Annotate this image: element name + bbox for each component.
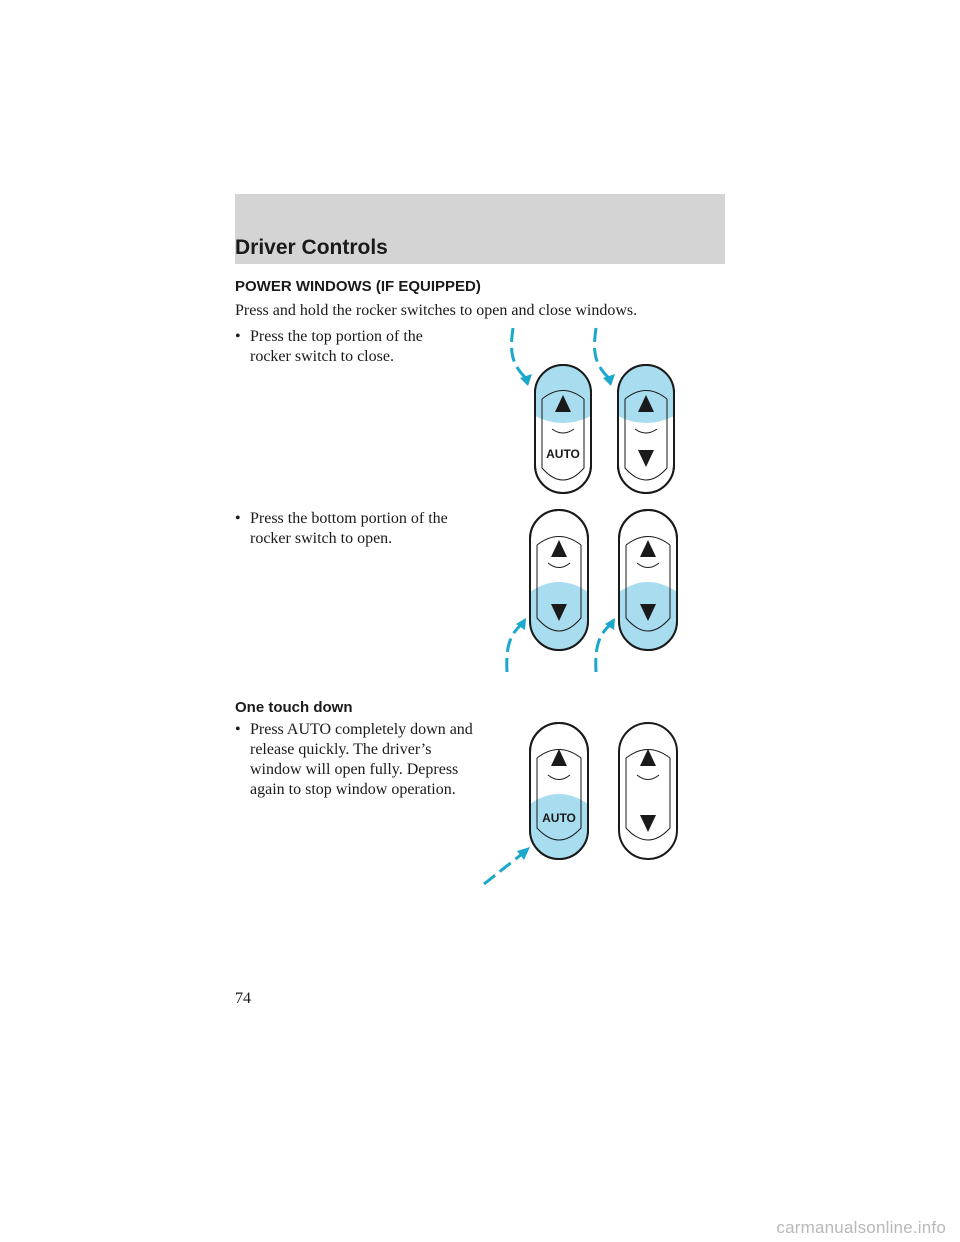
rocker-switch-standard (619, 510, 677, 650)
bullet-line: again to stop window operation. (250, 781, 456, 798)
bullet-close (235, 327, 485, 367)
bullet-marker: • (235, 510, 241, 527)
figure-close-svg (470, 322, 700, 497)
bullet-open (235, 509, 485, 549)
figure-one-touch-svg (470, 720, 700, 890)
bullet-line: rocker switch to open. (250, 530, 393, 547)
intro-paragraph: Press and hold the rocker switches to open and close windows. (235, 302, 638, 319)
bullet-line: Press AUTO completely down and (250, 721, 473, 738)
rocker-switch-standard (618, 365, 674, 493)
rocker-switch-auto (530, 723, 588, 859)
section-header-band (235, 194, 725, 264)
watermark: carmanualsonline.info (776, 1218, 946, 1237)
bullet-line: window will open fully. Depress (250, 761, 459, 778)
figure-close-switches (470, 322, 700, 497)
page-number: 74 (235, 990, 251, 1007)
rocker-switch-standard (530, 510, 588, 650)
bullet-line: Press the bottom portion of the (250, 510, 448, 527)
bullet-marker: • (235, 721, 241, 738)
bullet-line: Press the top portion of the (250, 328, 423, 345)
one-touch-heading: One touch down (235, 699, 353, 716)
figure-open-svg (470, 506, 700, 676)
auto-label: AUTO (546, 447, 580, 461)
rocker-switch-auto (535, 365, 591, 493)
dashed-arrow (596, 624, 611, 672)
section-heading: POWER WINDOWS (IF EQUIPPED) (235, 278, 481, 295)
dashed-arrow (512, 328, 528, 380)
bullet-line: release quickly. The driver’s (250, 741, 432, 758)
bullet-marker: • (235, 328, 241, 345)
bullet-line: rocker switch to close. (250, 348, 394, 365)
dashed-arrow (484, 854, 522, 884)
figure-open-switches (470, 506, 700, 676)
bullet-one-touch (235, 720, 485, 800)
auto-label: AUTO (542, 811, 576, 825)
dashed-arrow (507, 624, 522, 672)
dashed-arrow (595, 328, 611, 380)
section-header-title: Driver Controls (235, 236, 388, 259)
figure-one-touch-switches (470, 720, 700, 890)
rocker-switch-standard (619, 723, 677, 859)
